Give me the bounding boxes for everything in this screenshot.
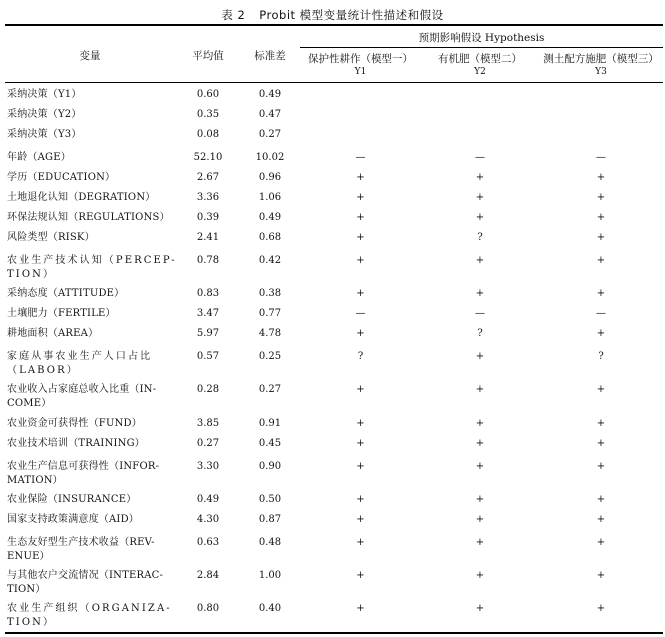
cell-model-1: + [356, 384, 365, 395]
cell-sd: 0.45 [258, 438, 282, 449]
header-rule [5, 82, 663, 83]
cell-model-2: + [475, 255, 485, 266]
cell-sd: 10.02 [255, 152, 285, 163]
cell-mean: 2.41 [196, 232, 220, 243]
cell-sd: 0.49 [258, 212, 282, 223]
row-label-line: 学历（EDUCATION） [7, 172, 116, 183]
cell-mean: 2.84 [196, 570, 220, 581]
row-label [7, 108, 177, 122]
header-variable: 变量 [79, 50, 101, 62]
cell-model-2: + [475, 603, 485, 614]
row-label-line: 农业技术培训（TRAINING） [7, 438, 146, 449]
cell-sd: 0.47 [258, 109, 282, 120]
row-label-line: 国家支持政策满意度（AID） [7, 514, 139, 525]
cell-mean: 0.49 [196, 494, 220, 505]
cell-sd: 0.48 [258, 537, 282, 548]
row-label-line: 采纳决策（Y2） [7, 109, 82, 120]
row-label [7, 350, 177, 378]
row-label [7, 254, 177, 282]
cell-model-3: + [596, 192, 606, 203]
table-caption [0, 7, 665, 23]
row-label-line: 农业生产技术认知（PERCEP- [7, 255, 177, 266]
cell-sd: 0.77 [258, 308, 282, 319]
row-label [7, 88, 177, 102]
cell-mean: 0.80 [196, 603, 220, 614]
cell-mean: 52.10 [193, 152, 223, 163]
cell-mean: 3.36 [196, 192, 220, 203]
cell-model-1: + [356, 570, 365, 581]
cell-model-2: + [475, 438, 485, 449]
cell-model-2: + [475, 172, 485, 183]
row-label-line: 采纳决策（Y3） [7, 129, 82, 140]
row-label-line: 风险类型（RISK） [7, 232, 95, 243]
row-label-line: 农业资金可获得性（FUND） [7, 418, 142, 429]
cell-model-2: + [475, 461, 485, 472]
cell-model-1: + [356, 328, 365, 339]
cell-sd: 4.78 [258, 328, 282, 339]
cell-sd: 0.27 [258, 384, 282, 395]
cell-model-1: + [356, 255, 365, 266]
cell-mean: 5.97 [196, 328, 220, 339]
cell-model-1: + [356, 494, 365, 505]
cell-model-2: ? [477, 232, 483, 243]
cell-sd: 1.00 [258, 570, 282, 581]
cell-mean: 0.39 [196, 212, 220, 223]
cell-model-3: + [596, 328, 606, 339]
cell-mean: 0.08 [196, 129, 220, 140]
cell-model-1: + [356, 438, 365, 449]
table-title: Probit 模型变量统计性描述和假设 [259, 8, 444, 22]
row-label-line: TION） [7, 269, 56, 280]
cell-model-1: ? [357, 351, 364, 362]
cell-model-1: + [356, 192, 365, 203]
row-label-line: （LABOR） [7, 365, 79, 376]
row-label [7, 569, 177, 597]
cell-model-1: + [356, 288, 365, 299]
bottom-rule [5, 632, 663, 634]
cell-model-3: + [596, 232, 606, 243]
cell-model-1: — [355, 308, 366, 319]
row-label [7, 383, 177, 411]
row-label [7, 231, 177, 245]
row-label [7, 327, 177, 341]
cell-model-2: + [475, 212, 485, 223]
row-label-line: 农业保险（INSURANCE） [7, 494, 137, 505]
model-2-symbol: Y2 [474, 67, 486, 77]
cell-model-2: + [475, 192, 485, 203]
model-1-symbol: Y1 [354, 67, 367, 77]
cell-model-1: + [356, 212, 365, 223]
top-rule [5, 24, 663, 26]
cell-model-1: + [356, 418, 365, 429]
row-label [7, 437, 177, 451]
cell-model-2: + [475, 537, 485, 548]
model-3-symbol: Y3 [595, 67, 607, 77]
cell-sd: 0.25 [258, 351, 282, 362]
cell-model-3: ? [598, 351, 604, 362]
cell-model-3: + [596, 288, 606, 299]
cell-model-1: + [356, 514, 365, 525]
row-label [7, 171, 177, 185]
cell-sd: 0.40 [258, 603, 282, 614]
cell-model-3: — [596, 152, 606, 163]
cell-model-3: + [596, 438, 606, 449]
cell-sd: 0.68 [258, 232, 282, 243]
table-number: 表 2 [221, 8, 246, 22]
row-label-line: 耕地面积（AREA） [7, 328, 99, 339]
cell-model-3: + [596, 172, 606, 183]
cell-sd: 0.87 [258, 514, 282, 525]
row-label [7, 460, 177, 488]
cell-model-2: + [475, 570, 485, 581]
cell-model-3: + [596, 603, 606, 614]
cell-sd: 0.90 [258, 461, 282, 472]
row-label-line: 土地退化认知（DEGRATION） [7, 192, 156, 203]
row-label [7, 287, 177, 301]
cell-model-2: + [475, 351, 485, 362]
cell-model-2: + [475, 418, 485, 429]
row-label-line: 农业收入占家庭总收入比重（IN- [7, 384, 157, 395]
cell-sd: 0.27 [258, 129, 282, 140]
model-3-name: 测土配方施肥（模型三） [543, 53, 659, 65]
row-label [7, 417, 177, 431]
cell-model-1: — [355, 152, 366, 163]
cell-sd: 0.91 [258, 418, 282, 429]
header-model-1 [303, 53, 418, 79]
cell-model-3: + [596, 212, 606, 223]
row-label [7, 602, 177, 630]
cell-model-2: + [475, 494, 485, 505]
cell-model-2: + [475, 514, 485, 525]
cell-model-2: — [475, 308, 485, 319]
cell-model-3: + [596, 494, 606, 505]
cell-model-1: + [356, 537, 365, 548]
header-hypothesis: 预期影响假设 Hypothesis [418, 32, 545, 44]
model-2-name: 有机肥（模型二） [438, 53, 522, 65]
row-label-line: 土壤肥力（FERTILE） [7, 308, 116, 319]
row-label-line: 家庭从事农业生产人口占比 [7, 351, 153, 362]
row-label [7, 128, 177, 142]
row-label-line: 采纳决策（Y1） [7, 89, 82, 100]
cell-model-3: + [596, 461, 606, 472]
cell-model-2: + [475, 288, 485, 299]
cell-sd: 0.96 [258, 172, 282, 183]
cell-model-1: + [356, 461, 365, 472]
cell-sd: 1.06 [258, 192, 282, 203]
row-label-line: ENUE） [7, 551, 50, 562]
cell-model-1: + [356, 172, 365, 183]
row-label-line: 与其他农户交流情况（INTERAC- [7, 570, 164, 581]
row-label [7, 493, 177, 507]
row-label-line: TION） [7, 584, 46, 595]
cell-model-3: + [596, 514, 606, 525]
row-label [7, 191, 177, 205]
row-label-line: 采纳态度（ATTITUDE） [7, 288, 125, 299]
cell-mean: 3.85 [196, 418, 220, 429]
cell-mean: 0.57 [196, 351, 220, 362]
cell-model-3: + [596, 255, 606, 266]
row-label-line: 生态友好型生产技术收益（REV- [7, 537, 155, 548]
cell-mean: 3.30 [196, 461, 220, 472]
cell-model-3: + [596, 418, 606, 429]
cell-sd: 0.49 [258, 89, 282, 100]
cell-mean: 0.78 [196, 255, 220, 266]
header-mean: 平均值 [192, 50, 224, 62]
cell-model-1: + [356, 232, 365, 243]
cell-model-2: + [475, 384, 485, 395]
cell-mean: 4.30 [196, 514, 220, 525]
cell-mean: 0.60 [196, 89, 220, 100]
cell-mean: 2.67 [196, 172, 220, 183]
cell-sd: 0.50 [258, 494, 282, 505]
row-label-line: MATION） [7, 475, 63, 486]
cell-mean: 0.27 [196, 438, 220, 449]
row-label-line: COME） [7, 398, 52, 409]
cell-model-3: + [596, 570, 606, 581]
cell-sd: 0.42 [258, 255, 282, 266]
cell-model-3: — [596, 308, 606, 319]
row-label [7, 211, 177, 225]
row-label-line: 农业生产组织（ORGANIZA- [7, 603, 172, 614]
row-label [7, 307, 177, 321]
cell-model-3: + [596, 384, 606, 395]
row-label [7, 151, 177, 165]
row-label-line: 年龄（AGE） [7, 152, 71, 163]
header-sd: 标准差 [254, 50, 286, 62]
cell-model-3: + [596, 537, 606, 548]
header-model-3 [540, 53, 662, 79]
cell-mean: 0.63 [196, 537, 220, 548]
cell-model-2: — [475, 152, 485, 163]
cell-mean: 0.28 [196, 384, 220, 395]
model-1-name: 保护性耕作（模型一） [308, 53, 413, 65]
row-label-line: 农业生产信息可获得性（INFOR- [7, 461, 160, 472]
row-label [7, 536, 177, 564]
cell-model-1: + [356, 603, 365, 614]
header-model-2 [420, 53, 540, 79]
cell-mean: 0.83 [196, 288, 220, 299]
cell-mean: 0.35 [196, 109, 220, 120]
hypothesis-rule [300, 47, 663, 48]
row-label [7, 513, 177, 527]
row-label-line: TION） [7, 617, 56, 628]
cell-model-2: ? [477, 328, 483, 339]
row-label-line: 环保法规认知（REGULATIONS） [7, 212, 170, 223]
cell-mean: 3.47 [196, 308, 220, 319]
cell-sd: 0.38 [258, 288, 282, 299]
